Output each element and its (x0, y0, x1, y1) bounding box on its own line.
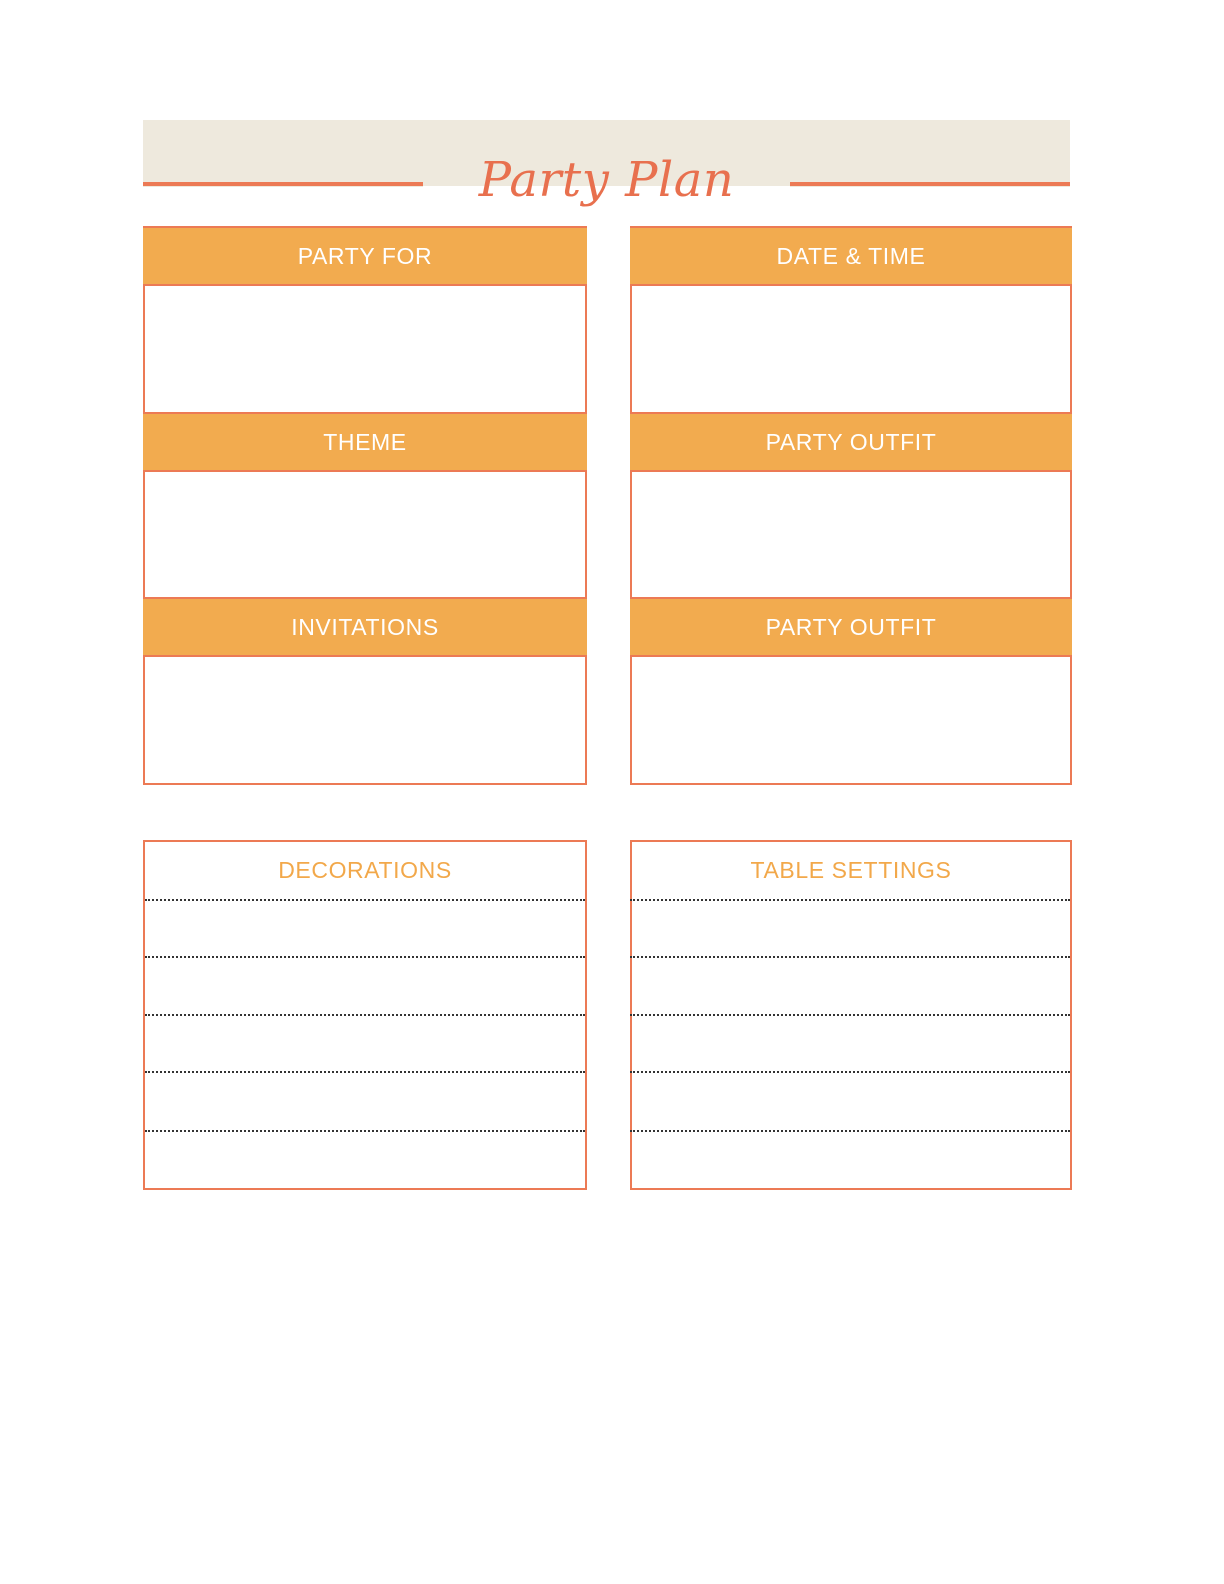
table-settings-line[interactable] (630, 956, 1070, 958)
decorations-line[interactable] (145, 956, 585, 958)
decorations-line[interactable] (145, 1130, 585, 1132)
section-header-party-for: PARTY FOR (143, 226, 587, 286)
party-outfit-field-2[interactable] (632, 657, 1070, 783)
decorations-line[interactable] (145, 1014, 585, 1016)
party-for-field[interactable] (145, 286, 585, 412)
decorations-line[interactable] (145, 1071, 585, 1073)
table-settings-line[interactable] (630, 1071, 1070, 1073)
theme-field[interactable] (145, 472, 585, 598)
section-header-party-outfit-1: PARTY OUTFIT (630, 412, 1072, 472)
title-rule-right (790, 182, 1070, 186)
decorations-line[interactable] (145, 899, 585, 901)
title-rule-left (143, 182, 423, 186)
table-settings-line[interactable] (630, 1014, 1070, 1016)
table-settings-line[interactable] (630, 899, 1070, 901)
party-outfit-field-1[interactable] (632, 472, 1070, 598)
decorations-header: DECORATIONS (278, 857, 452, 883)
date-time-field[interactable] (632, 286, 1070, 412)
table-settings-header: TABLE SETTINGS (750, 857, 952, 883)
invitations-field[interactable] (145, 657, 585, 783)
page-title: Party Plan (478, 152, 735, 208)
section-header-party-outfit-2: PARTY OUTFIT (630, 597, 1072, 657)
section-header-theme: THEME (143, 412, 587, 472)
section-header-date-time: DATE & TIME (630, 226, 1072, 286)
section-header-invitations: INVITATIONS (143, 597, 587, 657)
table-settings-line[interactable] (630, 1130, 1070, 1132)
